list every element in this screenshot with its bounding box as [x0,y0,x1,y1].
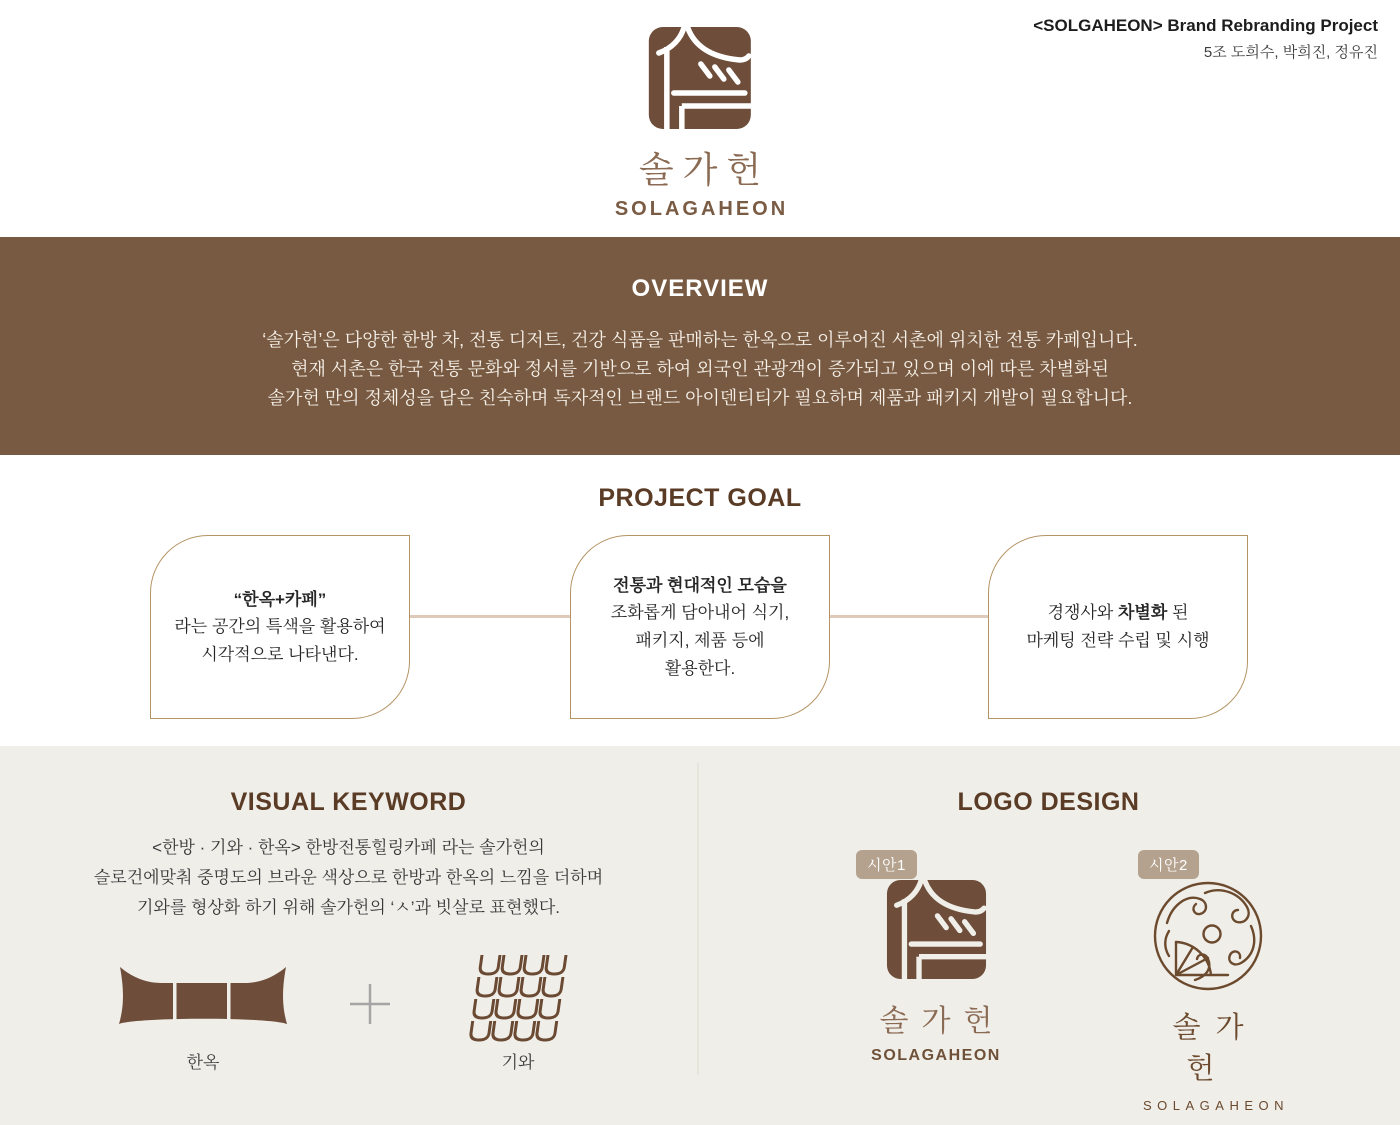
logo-variant-2 [1138,850,1290,1113]
goal3-line2: 마케팅 전략 수립 및 시행 [1026,631,1210,650]
brand-name-english: SOLAGAHEON [614,198,789,220]
header [0,0,1400,237]
variant2-badge: 시안2 [1138,850,1199,879]
overview-line-1: ‘솔가헌’은 다양한 한방 차, 전통 디저트, 건강 식품을 판매하는 한옥으로 이루어진 서촌에 위치한 전통 카페입니다. [262,330,1138,350]
variant1-name-english: SOLAGAHEON [871,1047,1001,1064]
variant1-badge: 시안1 [856,850,917,879]
variant2-name-korean: 솔가헌 [1172,1012,1259,1085]
solgaheon-hanok-logo-icon [648,26,752,130]
goal2-line2: 조화롭게 담아내어 식기, [610,603,790,623]
overview-title: OVERVIEW [631,275,769,302]
hanok-roof-icon [118,963,288,1025]
project-goal-title: PROJECT GOAL [598,484,802,512]
goal-connector-line [410,615,571,618]
goal2-line4: 활용한다. [664,658,736,678]
goal1-line3: 시각적으로 나타낸다. [201,644,359,664]
vk-line-1: <한방 · 기와 · 한옥> 한방전통힐링카페 라는 솔가헌의 [152,838,545,857]
variant1-hanok-logo-icon [886,879,987,980]
logo-design-title: LOGO DESIGN [957,788,1140,816]
roof-tile-icon [468,953,568,1045]
logo-variant-1 [856,850,1016,1065]
vk-line-2: 슬로건에맞춰 중명도의 브라운 색상으로 한방과 한옥의 느낌을 더하며 [93,867,604,887]
project-credit [1033,16,1378,62]
goal1-line2: 라는 공간의 특색을 활용하여 [174,617,386,637]
variant1-name-korean: 솔가헌 [879,1005,1006,1038]
hanok-icon-label: 한옥 [186,1053,220,1072]
goal-box-3 [988,535,1248,719]
goal2-headline: 전통과 현대적인 모습을 [613,575,787,595]
goal1-headline: “한옥+카페” [233,589,327,609]
plus-icon [348,982,392,1026]
overview-line-2: 현재 서촌은 한국 전통 문화와 정서를 기반으로 하여 외국인 관광객이 증가되고 있으며 이에 따른 차별화된 [291,359,1109,380]
goal-box-1 [150,535,410,719]
variant2-name-english: SOLAGAHEON [1143,1098,1290,1113]
logo-design-section [697,746,1400,1125]
goal-boxes [0,535,1400,719]
tile-icon-label: 기와 [501,1053,535,1072]
vk-line-3: 기와를 형상화 하기 위해 솔가헌의 ‘ㅅ’과 빗살로 표현했다. [136,897,561,917]
goal-connector-line [830,615,989,618]
overview-section [0,237,1400,455]
brand-lockup [612,26,788,221]
goal3-line1: 경쟁사와 차별화 된 [1047,603,1189,623]
overview-text [0,326,1400,413]
project-goal-section [0,455,1400,746]
visual-keyword-title: VISUAL KEYWORD [230,788,467,816]
goal2-line3: 패키지, 제품 등에 [635,631,765,650]
project-title: <SOLGAHEON> Brand Rebranding Project [1033,16,1378,35]
bottom-section [0,746,1400,1125]
goal-box-2 [570,535,830,719]
overview-line-3: 솔가헌 만의 정체성을 담은 친숙하며 독자적인 브랜드 아이덴티티가 필요하며 제품과 패키지 개발이 필요합니다. [267,388,1133,409]
visual-keyword-text [0,833,697,922]
variant2-circle-logo-icon [1151,879,1265,993]
team-members: 5조 도희수, 박희진, 정유진 [1203,44,1378,61]
visual-keyword-section [0,746,697,1125]
brand-name-korean: 솔가헌 [638,149,771,190]
